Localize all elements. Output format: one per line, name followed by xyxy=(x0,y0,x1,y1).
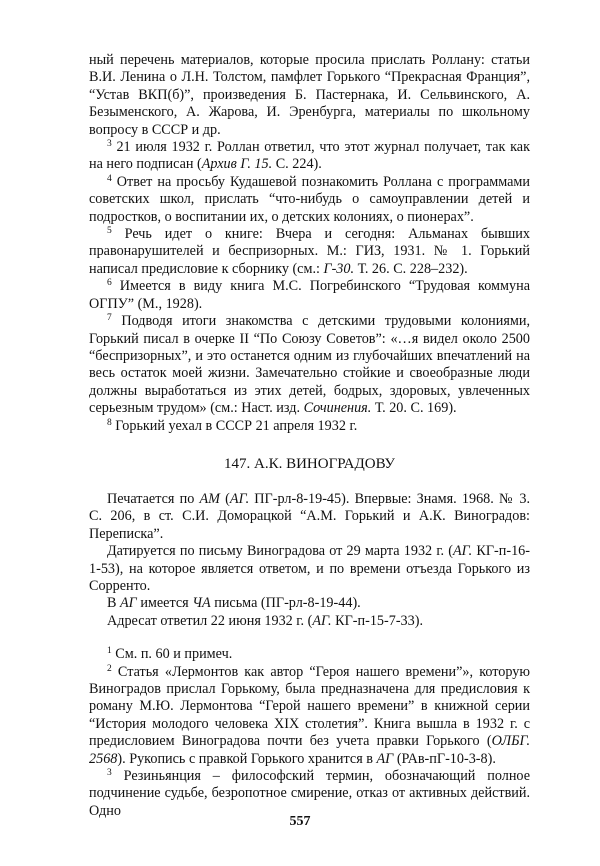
fn8 xyxy=(89,418,530,435)
fn7 xyxy=(89,313,530,417)
text-run: ( xyxy=(219,490,230,507)
footnote-marker: 1 xyxy=(107,646,112,657)
footnote-marker: 3 xyxy=(107,768,112,779)
footnotes-continued xyxy=(89,52,530,435)
footnote-marker: 5 xyxy=(107,226,112,237)
n3 xyxy=(89,768,530,820)
text-run: Статья «Лермонтов как автор “Героя нашего времени”», которую Виноградов прислал Горькому, была предназначена для предисловия к роману М.Ю. Лермонтова “Герой нашего времени” в книжной серии “История молодого человека XIX столетия”. Книга вышла в 1932 г. с предисловием Виноградова почти без учета правки Горького ( xyxy=(89,663,530,750)
text-run: Печатается по xyxy=(107,490,200,507)
n2 xyxy=(89,664,530,768)
text-run: Ответ на просьбу Кудашевой познакомить Роллана с программами советских школ, прислать “что-нибудь о самоуправлении детей и подростков, о воспитании их, о детских колониях, о пионерах”. xyxy=(89,173,530,225)
section-notes xyxy=(89,646,530,820)
text-run: Резиньянция – философский термин, обозначающий полное подчинение судьбе, безропотное смирение, отказ от активных действий. Одно xyxy=(89,768,530,819)
text-run: ОЛБГ. 2568 xyxy=(89,733,530,767)
text-run: Г-30. xyxy=(323,260,355,277)
footnote-marker: 2 xyxy=(107,663,112,674)
text-run: ный перечень материалов, которые просила прислать Роллану: статьи В.И. Ленина о Л.Н. Толстом, памфлет Горького “Прекрасная Франция”, “Устав ВКП(б)”, произведения Б. Пастернака, И. Сельвинского, А. Безыменского, А. Жарова, И. Эренбурга, материалы по школьному вопросу в СССР и др. xyxy=(89,52,530,138)
p4 xyxy=(89,613,530,630)
text-run: В xyxy=(107,595,121,612)
footnote-marker: 3 xyxy=(107,139,112,150)
text-run: Сочинения. xyxy=(303,400,372,417)
text-run: АГ. xyxy=(229,490,250,507)
footnote-marker: 6 xyxy=(107,278,112,289)
text-run: ЧА xyxy=(192,595,211,612)
fn5 xyxy=(89,226,530,278)
text-run: КГ-п-15-7-33). xyxy=(331,612,424,629)
text-run: Адресат ответил 22 июня 1932 г. ( xyxy=(107,612,313,629)
text-run: АГ xyxy=(120,595,137,612)
page-number: 557 xyxy=(289,814,311,829)
text-run: АГ. xyxy=(452,543,473,560)
text-run: имеется xyxy=(136,595,193,612)
text-run: Горький уехал в СССР 21 апреля 1932 г. xyxy=(111,417,358,434)
fn6 xyxy=(89,278,530,313)
text-run: Речь идет о книге: Вчера и сегодня: Альманах бывших правонарушителей и беспризорных. М.: ГИЗ, 1931. № 1. Горький написал предисловие к сборнику (см.: xyxy=(89,226,530,277)
text-run: Т. 20. С. 169). xyxy=(371,400,457,417)
footnote-marker: 7 xyxy=(107,313,112,324)
text-run: (РАв-пГ-10-3-8). xyxy=(393,750,496,767)
text-run: письма (ПГ-рл-8-19-44). xyxy=(210,595,361,612)
fn4 xyxy=(89,174,530,226)
text-run: АГ. xyxy=(312,612,332,629)
text-run: Датируется по письму Виноградова от 29 марта 1932 г. ( xyxy=(107,543,453,560)
section-spacer xyxy=(89,630,530,646)
text-run: С. 224). xyxy=(272,156,322,173)
section-body xyxy=(89,491,530,630)
section-heading: 147. А.К. ВИНОГРАДОВУ xyxy=(224,455,395,472)
text-run: Имеется в виду книга М.С. Погребинского “Трудовая коммуна ОГПУ” (М., 1928). xyxy=(89,278,530,312)
text-run: АГ xyxy=(376,750,394,767)
fn-cont xyxy=(89,52,530,139)
text-run: Архив Г. 15. xyxy=(201,156,273,173)
text-run: См. п. 60 и примеч. xyxy=(111,646,233,663)
text-run: ПГ-рл-8-19-45). Впервые: Знамя. 1968. № 3. С. 206, в ст. С.И. Доморацкой “А.М. Горький и А.К. Виноградов: Переписка”. xyxy=(89,490,531,542)
p2 xyxy=(89,543,530,595)
text-run: 21 июля 1932 г. Роллан ответил, что этот журнал получает, так как на него подписан ( xyxy=(89,139,530,173)
p3 xyxy=(89,595,530,612)
footnote-marker: 4 xyxy=(107,173,112,184)
p1 xyxy=(89,491,530,543)
text-run: ). Рукопись с правкой Горького хранится в xyxy=(117,750,377,767)
footnote-marker: 8 xyxy=(107,417,112,428)
fn3 xyxy=(89,139,530,174)
text-run: Подводя итоги знакомства с детскими трудовыми колониями, Горький писал в очерке II “По Союзу Советов”: «…я видел около 2500 “беспризорных”, и это останется одним из глубочайших впечатлений на весь остаток моей жизни. Замечательно стойкие и своеобразные люди должны выработаться из этих детей, бодрых, здоровых, увлеченных серьезным трудом» (см.: Наст. изд. xyxy=(89,313,530,417)
text-run: Т. 26. С. 228–232). xyxy=(354,260,468,277)
n1 xyxy=(89,646,530,663)
text-run: КГ-п-16-1-53), на которое является ответом, и по времени отъезда Горького из Сорренто. xyxy=(89,543,530,594)
text-run: АМ xyxy=(199,490,220,507)
